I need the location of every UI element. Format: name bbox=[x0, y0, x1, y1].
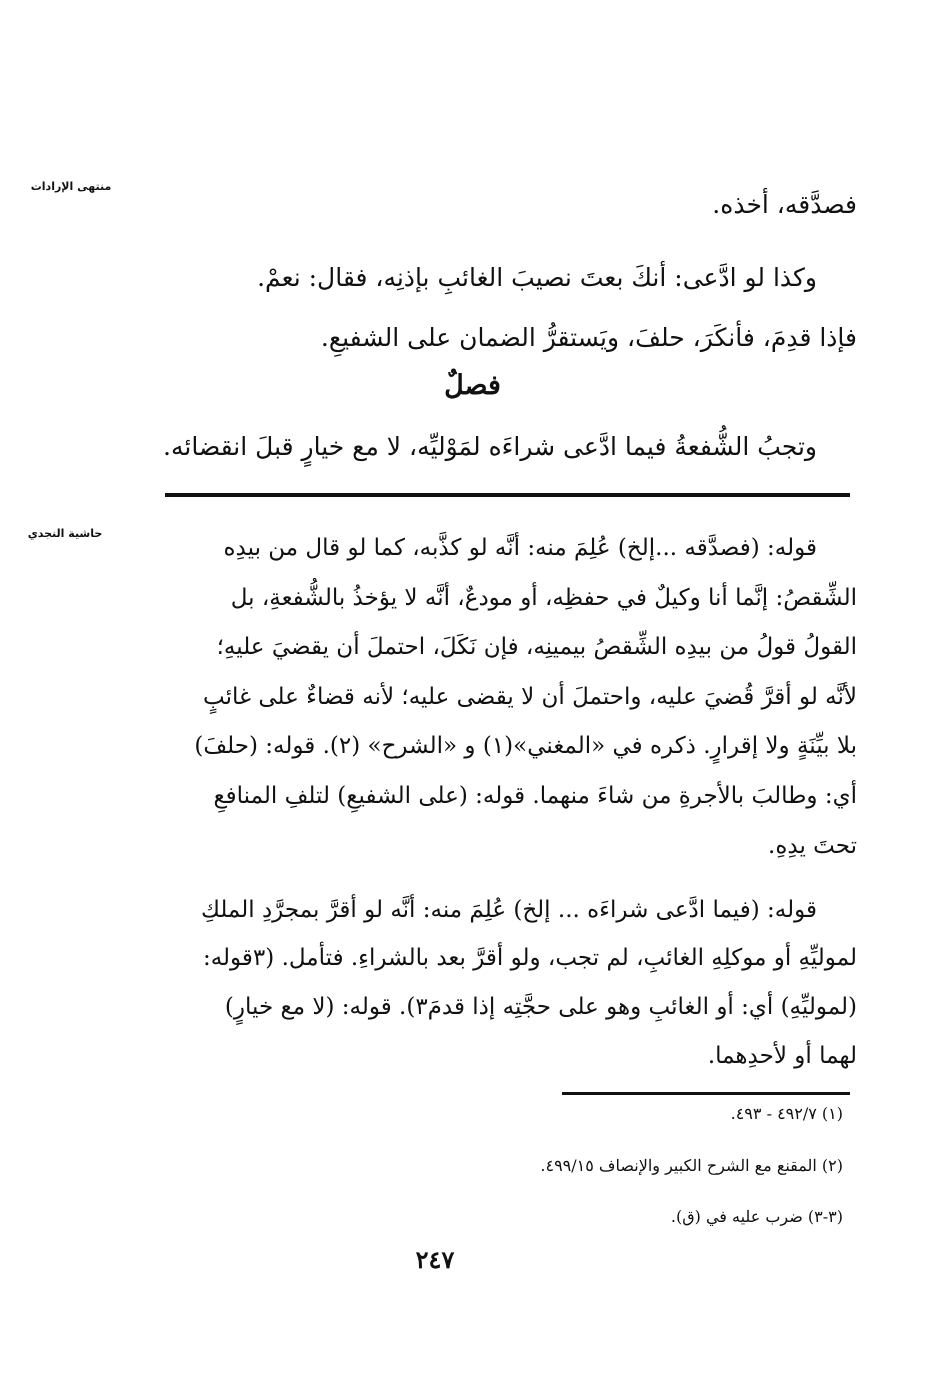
footnote: (٣-٣) ضرب عليه في (ق). bbox=[670, 1207, 843, 1226]
commentary-line: لموليِّهِ أو موكلِهِ الغائبِ، لم تجب، ولو أقرَّ بعد بالشراءِ. فتأمل. (٣قوله: bbox=[202, 945, 857, 971]
commentary-line: قوله: (فيما ادَّعى شراءَه ... إلخ) عُلِمَ منه: أنَّه لو أقرَّ بمجرَّدِ الملكِ bbox=[200, 897, 817, 923]
commentary-line: (لموليِّهِ) أي: أو الغائبِ وهو على حجَّتِه إذا قدمَ٣). قوله: (لا مع خيارٍ) bbox=[224, 994, 857, 1020]
footnote: (٢) المقنع مع الشرح الكبير والإنصاف ٤٩٩/١٥. bbox=[540, 1156, 843, 1175]
footnote: (١) ٤٩٢/٧ - ٤٩٣. bbox=[730, 1104, 843, 1123]
main-line: وتجبُ الشُّفعةُ فيما ادَّعى شراءَه لمَوْليِّه، لا مع خيارٍ قبلَ انقضائه. bbox=[163, 432, 817, 461]
commentary-line: لهما أو لأحدِهما. bbox=[707, 1043, 857, 1069]
commentary-line: تحتَ يدِهِ. bbox=[768, 833, 857, 859]
running-header-commentary-title: حاشية النجدي bbox=[27, 527, 103, 540]
separator-rule bbox=[165, 493, 850, 497]
section-heading: فصلٌ bbox=[444, 370, 501, 401]
commentary-line: القولُ قولُ من بيدِه الشِّقصُ بيمينِه، فإن نَكَلَ، احتملَ أن يقضيَ عليهِ؛ bbox=[216, 634, 857, 660]
main-line: فصدَّقه، أخذه. bbox=[712, 190, 857, 219]
main-line: فإذا قدِمَ، فأنكَرَ، حلفَ، ويَستقرُّ الضمان على الشفيعِ. bbox=[320, 323, 857, 352]
commentary-line: أي: وطالبَ بالأجرةِ من شاءَ منهما. قوله: (على الشفيعِ) لتلفِ المنافعِ bbox=[213, 783, 857, 809]
running-header-book-title: منتهى الإرادات bbox=[30, 180, 112, 193]
page-number: ٢٤٧ bbox=[415, 1245, 455, 1274]
commentary-line: الشِّقصُ: إنَّما أنا وكيلٌ في حفظِه، أو مودعٌ، أنَّه لا يؤخذُ بالشُّفعةِ، بل bbox=[230, 585, 857, 611]
main-line: وكذا لو ادَّعى: أنكَ بعتَ نصيبَ الغائبِ بإذنِه، فقال: نعمْ. bbox=[257, 263, 817, 292]
commentary-line: بلا بيِّنَةٍ ولا إقرارٍ. ذكره في «المغني»(١) و «الشرح» (٢). قوله: (حلفَ) bbox=[194, 733, 857, 759]
commentary-line: لأنَّه لو أقرَّ قُضيَ عليه، واحتملَ أن لا يقضى عليه؛ لأنه قضاءٌ على غائبٍ bbox=[203, 684, 857, 710]
commentary-line: قوله: (فصدَّقه ...إلخ) عُلِمَ منه: أنَّه لو كذَّبه، كما لو قال من بيدِه bbox=[223, 535, 817, 561]
footnote-rule bbox=[562, 1092, 850, 1095]
